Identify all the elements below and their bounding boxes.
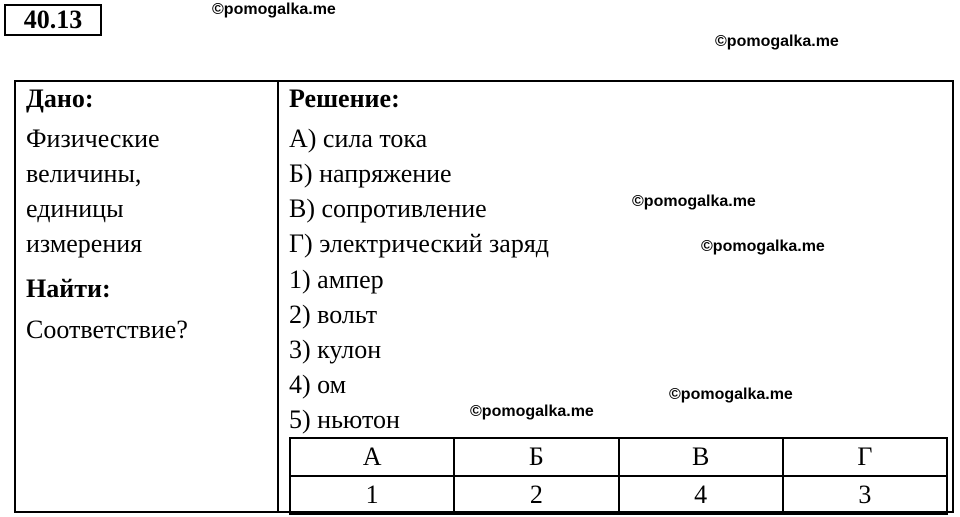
- solution-item: 1) ампер: [289, 265, 384, 294]
- answer-header-cell: А: [290, 438, 454, 476]
- solution-item: А) сила тока: [289, 124, 428, 153]
- solution-item: Г) электрический заряд: [289, 229, 550, 258]
- watermark: ©pomogalka.me: [632, 193, 756, 210]
- watermark: ©pomogalka.me: [701, 238, 825, 255]
- solution-frame: [14, 80, 954, 513]
- problem-number: 40.13: [4, 4, 102, 36]
- solution-item: 5) ньютон: [289, 405, 400, 434]
- answer-value-cell: 3: [783, 476, 947, 514]
- answer-value-row: [290, 476, 947, 514]
- answer-value-cell: 4: [619, 476, 783, 514]
- watermark: ©pomogalka.me: [212, 1, 336, 18]
- solution-item: Б) напряжение: [289, 159, 452, 188]
- given-line: единицы: [26, 194, 124, 223]
- answer-value-cell: 2: [454, 476, 618, 514]
- solution-heading: Решение:: [289, 84, 400, 113]
- given-line: измерения: [26, 229, 143, 258]
- column-divider: [277, 82, 279, 511]
- watermark: ©pomogalka.me: [669, 386, 793, 403]
- given-heading: Дано:: [26, 84, 94, 113]
- answer-table: [289, 437, 948, 515]
- watermark: ©pomogalka.me: [715, 33, 839, 50]
- solution-item: 2) вольт: [289, 300, 378, 329]
- solution-item: В) сопротивление: [289, 194, 487, 223]
- answer-header-cell: В: [619, 438, 783, 476]
- given-line: величины,: [26, 159, 142, 188]
- solution-item: 4) ом: [289, 370, 347, 399]
- watermark: ©pomogalka.me: [470, 403, 594, 420]
- answer-header-row: [290, 438, 947, 476]
- answer-header-cell: Б: [454, 438, 618, 476]
- answer-value-cell: 1: [290, 476, 454, 514]
- given-line: Физические: [26, 124, 160, 153]
- solution-item: 3) кулон: [289, 335, 382, 364]
- find-heading: Найти:: [26, 274, 111, 303]
- find-text: Соответствие?: [26, 315, 188, 344]
- answer-header-cell: Г: [783, 438, 947, 476]
